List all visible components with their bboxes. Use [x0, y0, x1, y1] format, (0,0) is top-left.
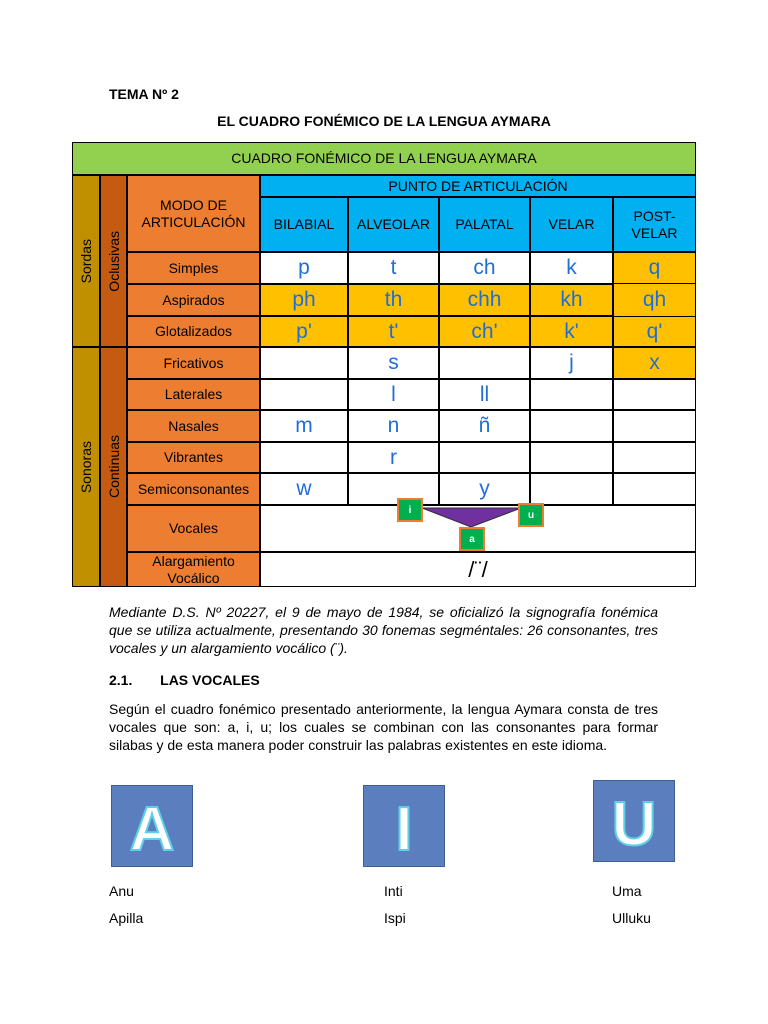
- phoneme-cell: [348, 473, 439, 505]
- phoneme-cell: w: [260, 473, 348, 505]
- phoneme-cell: y: [439, 473, 530, 505]
- phoneme-cell: th: [348, 284, 439, 316]
- word-anu: Anu: [109, 883, 134, 899]
- phoneme-cell: r: [348, 442, 439, 473]
- phoneme-cell: [530, 442, 613, 473]
- col-velar: VELAR: [530, 197, 613, 252]
- row-label-laterales: Laterales: [127, 379, 260, 410]
- col-bilabial: BILABIAL: [260, 197, 348, 252]
- vowel-card-i: [363, 785, 445, 867]
- row-label-glotalizados: Glotalizados: [127, 316, 260, 347]
- phoneme-cell: ch: [439, 252, 530, 284]
- phoneme-cell: ch': [439, 316, 530, 347]
- letter-i: I: [395, 795, 413, 864]
- phoneme-cell: [439, 347, 530, 379]
- word-uma: Uma: [612, 883, 642, 899]
- phoneme-cell: [613, 410, 696, 442]
- phoneme-cell: j: [530, 347, 613, 379]
- row-label-vocales: Vocales: [127, 505, 260, 552]
- phoneme-cell: [439, 442, 530, 473]
- phoneme-cell: k: [530, 252, 613, 284]
- phoneme-cell: [260, 442, 348, 473]
- phoneme-cell: [613, 442, 696, 473]
- phoneme-cell: [260, 379, 348, 410]
- vowel-card-a: [111, 785, 193, 867]
- punto-header: PUNTO DE ARTICULACIÓN: [260, 175, 696, 197]
- phoneme-cell: qh: [613, 284, 696, 316]
- row-label-fricativos: Fricativos: [127, 347, 260, 379]
- phoneme-cell: p: [260, 252, 348, 284]
- vowels-paragraph: Según el cuadro fonémico presentado anteriormente, la lengua Aymara consta de tres vocales que son: a, i, u; los cuales se combinan con las consonantes para formar silabas y de esta manera poder construir las palabras existentes en este idioma.: [109, 701, 658, 753]
- row-label-aspirados: Aspirados: [127, 284, 260, 316]
- col-alveolar: ALVEOLAR: [348, 197, 439, 252]
- phoneme-cell: t: [348, 252, 439, 284]
- phoneme-cell: t': [348, 316, 439, 347]
- letter-i-icon: [364, 786, 444, 866]
- phoneme-cell: [260, 347, 348, 379]
- phoneme-cell: n: [348, 410, 439, 442]
- row-label-nasales: Nasales: [127, 410, 260, 442]
- col-post-velar: POST-VELAR: [613, 197, 696, 252]
- phoneme-cell: [613, 473, 696, 505]
- phoneme-cell: m: [260, 410, 348, 442]
- phoneme-cell: ñ: [439, 410, 530, 442]
- section-number: 2.1.: [109, 672, 133, 688]
- phoneme-cell: ph: [260, 284, 348, 316]
- alargamiento-value: /¨/: [260, 552, 696, 587]
- decree-paragraph: Mediante D.S. Nº 20227, el 9 de mayo de 1984, se oficializó la signografía fonémica que se utiliza actualmente, presentando 30 fonemas segméntales: 26 consonantes, tres vocales y un alargamiento vocálico (¨).: [109, 604, 658, 656]
- section-title: LAS VOCALES: [160, 672, 260, 688]
- phoneme-cell: [530, 473, 613, 505]
- phoneme-cell: l: [348, 379, 439, 410]
- letter-a: A: [129, 795, 175, 864]
- row-label-vibrantes: Vibrantes: [127, 442, 260, 473]
- phoneme-cell: [613, 379, 696, 410]
- tema-heading: TEMA Nº 2: [109, 86, 179, 102]
- phoneme-cell: [530, 410, 613, 442]
- row-label-semiconsonantes: Semiconsonantes: [127, 473, 260, 505]
- word-ulluku: Ulluku: [612, 910, 651, 926]
- letter-u: U: [611, 790, 657, 859]
- phoneme-chart: [72, 142, 696, 587]
- word-inti: Inti: [384, 883, 403, 899]
- phoneme-cell: [530, 379, 613, 410]
- row-label-alargamiento: Alargamiento Vocálico: [127, 552, 260, 587]
- phoneme-cell: chh: [439, 284, 530, 316]
- phoneme-cell: q: [613, 252, 696, 284]
- document-title: EL CUADRO FONÉMICO DE LA LENGUA AYMARA: [217, 113, 551, 129]
- vowel-a: a: [459, 527, 485, 551]
- phoneme-cell: s: [348, 347, 439, 379]
- vowel-triangle-area: [260, 505, 696, 552]
- vowel-card-u: [593, 780, 675, 862]
- vowel-u: u: [518, 503, 544, 527]
- phoneme-cell: x: [613, 347, 696, 379]
- chart-title: CUADRO FONÉMICO DE LA LENGUA AYMARA: [72, 142, 696, 175]
- row-label-simples: Simples: [127, 252, 260, 284]
- voicing-sonoras: Sonoras: [72, 347, 100, 587]
- modo-header: MODO DE ARTICULACIÓN: [127, 175, 260, 252]
- word-ispi: Ispi: [384, 910, 406, 926]
- section-heading: [109, 672, 260, 688]
- phoneme-cell: q': [613, 316, 696, 347]
- group-oclusivas: Oclusivas: [100, 175, 127, 347]
- phoneme-cell: kh: [530, 284, 613, 316]
- phoneme-cell: p': [260, 316, 348, 347]
- word-apilla: Apilla: [109, 910, 144, 926]
- group-continuas: Continuas: [100, 347, 127, 587]
- vowel-i: i: [397, 498, 423, 522]
- letter-u-icon: [594, 781, 674, 861]
- phoneme-cell: k': [530, 316, 613, 347]
- letter-a-icon: [112, 786, 192, 866]
- phoneme-cell: ll: [439, 379, 530, 410]
- voicing-sordas: Sordas: [72, 175, 100, 347]
- col-palatal: PALATAL: [439, 197, 530, 252]
